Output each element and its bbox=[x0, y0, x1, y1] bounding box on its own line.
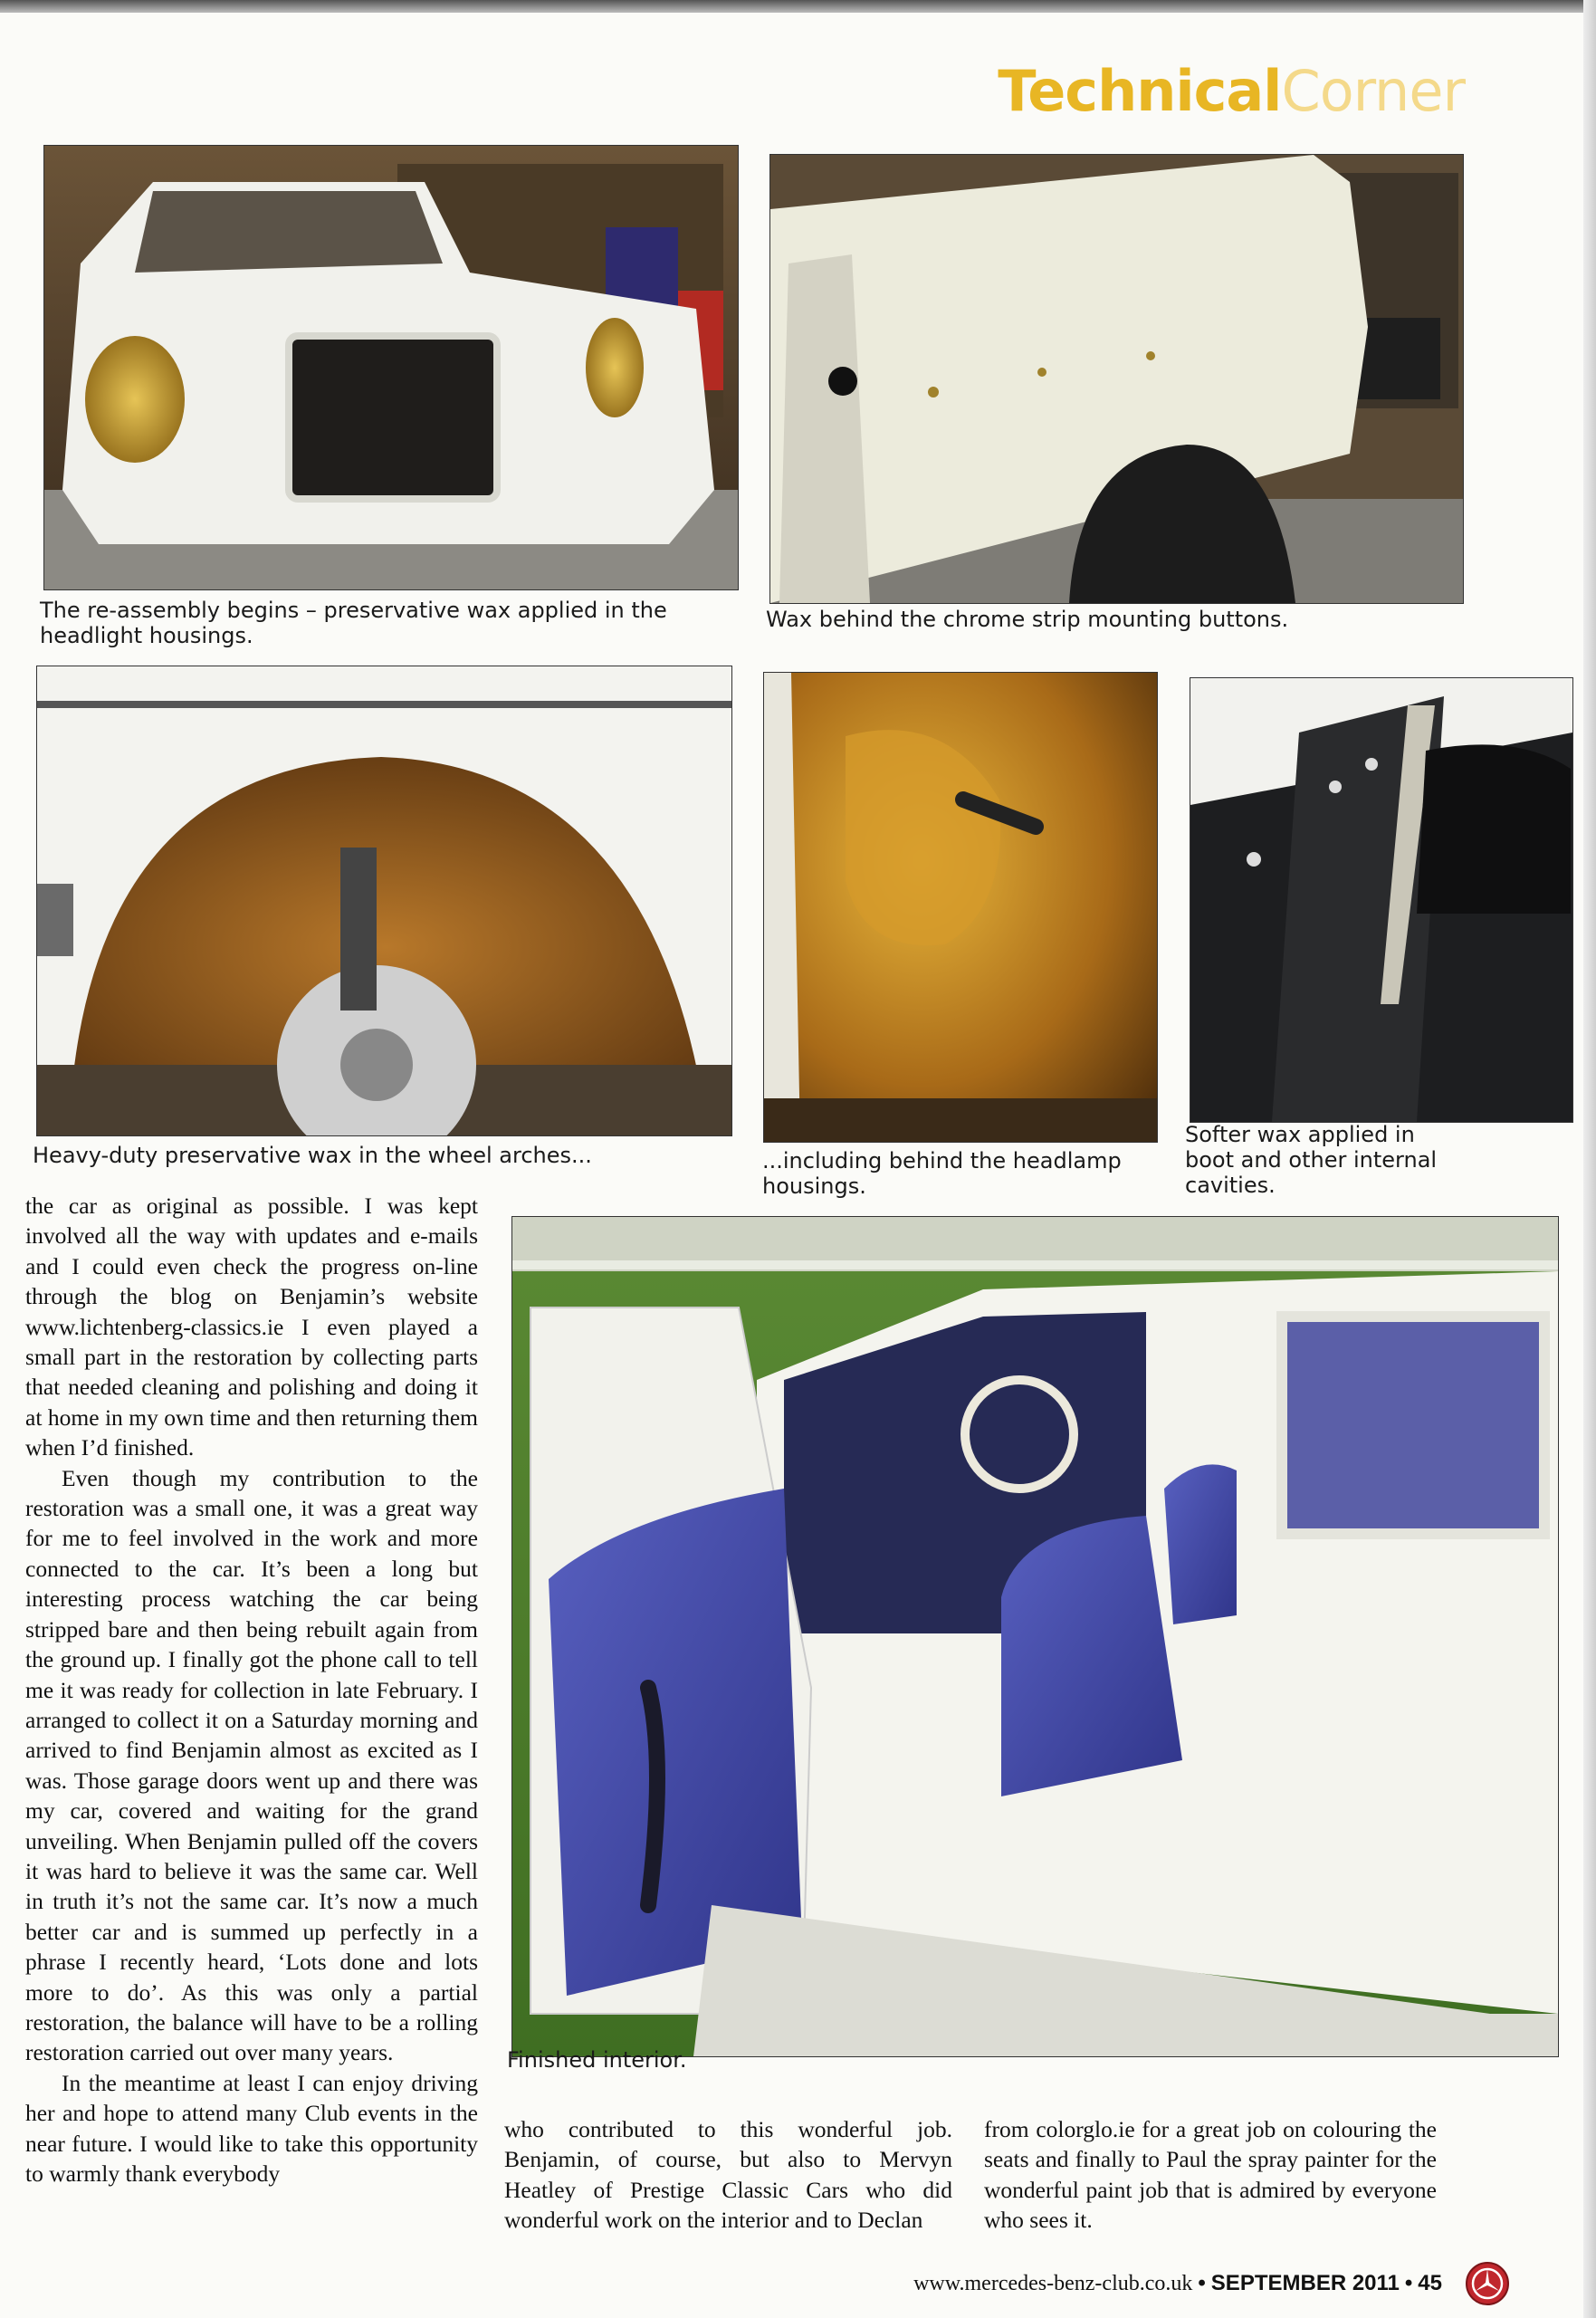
footer-separator-1: • bbox=[1198, 2271, 1206, 2295]
footer-separator-2: • bbox=[1404, 2271, 1413, 2295]
section-title bbox=[998, 58, 1465, 124]
photo-finished-interior-caption: Finished interior. bbox=[507, 2047, 687, 2073]
footer-page-number: 45 bbox=[1418, 2271, 1442, 2295]
photo-wheel-arches bbox=[36, 666, 732, 1136]
page-footer bbox=[913, 2271, 1442, 2296]
scan-right-edge bbox=[1583, 0, 1596, 2318]
article-column-3 bbox=[984, 2114, 1437, 2236]
article-paragraph-2: Even though my contribution to the restoration was a small one, it was a great way for me to feel involved in the work and more connected to the car. It’s been a long but interesting process watching the car being stripped bare and then being rebuilt again from the ground up. I finally got the phone call to tell me it was ready for collection in late February. I arranged to collect it on a Saturday morning and arrived to find Benjamin almost as excited as I was. Those garage doors went up and there was my car, covered and waiting for the grand unveiling. When Benjamin pulled off the covers it was hard to believe it was the same car. Well in truth it’s not the same car. It’s now a much better car and is summed up perfectly in a phrase I recently heard, ‘Lots done and lots more to do’. As this was only a partial restoration, the balance will have to be a rolling restoration carried out over many years. bbox=[25, 1464, 478, 2066]
section-title-bold: Technical bbox=[998, 58, 1282, 124]
photo-headlamp-housings-caption: ...including behind the headlamp housings. bbox=[762, 1148, 1122, 1199]
photo-chrome-strip-buttons-caption: Wax behind the chrome strip mounting buttons. bbox=[766, 607, 1289, 632]
scan-top-edge bbox=[0, 0, 1596, 13]
article-column-1 bbox=[25, 1191, 478, 2189]
article-paragraph-1: the car as original as possible. I was kept involved all the way with updates and e-mails and I could even check the progress on-line through the blog on Benjamin’s website www.lichtenberg-classics.ie I even played a small part in the restoration by collecting parts that needed cleaning and polishing and doing it at home in my own time and then returning them when I’d finished. bbox=[25, 1193, 478, 1461]
article-column-2-text: who contributed to this wonderful job. Benjamin, of course, but also to Mervyn Heatley of Prestige Classic Cars who did wonderful work on the interior and to Declan bbox=[504, 2116, 952, 2234]
section-title-light: Corner bbox=[1281, 58, 1465, 124]
footer-issue: SEPTEMBER 2011 bbox=[1210, 2271, 1400, 2295]
photo-headlight-housings-caption: The re-assembly begins – preservative wax applied in the headlight housings. bbox=[40, 598, 667, 648]
photo-headlight-housings bbox=[43, 145, 739, 590]
article-paragraph-3: In the meantime at least I can enjoy driving her and hope to attend many Club events in the near future. I would like to take this opportunity to warmly thank everybody bbox=[25, 2069, 478, 2187]
photo-finished-interior bbox=[511, 1216, 1559, 2057]
footer-website: www.mercedes-benz-club.co.uk bbox=[913, 2272, 1193, 2295]
photo-headlamp-housings bbox=[763, 672, 1158, 1143]
club-star-logo-icon bbox=[1465, 2261, 1510, 2306]
article-column-2 bbox=[504, 2114, 952, 2236]
article-column-3-text: from colorglo.ie for a great job on colouring the seats and finally to Paul the spray painter for the wonderful paint job that is admired by everyone who sees it. bbox=[984, 2116, 1437, 2234]
photo-wheel-arches-caption: Heavy-duty preservative wax in the wheel arches... bbox=[33, 1143, 592, 1168]
photo-chrome-strip-buttons bbox=[769, 154, 1464, 604]
photo-boot-cavities bbox=[1190, 677, 1573, 1123]
photo-boot-cavities-caption: Softer wax applied in boot and other internal cavities. bbox=[1185, 1122, 1438, 1198]
